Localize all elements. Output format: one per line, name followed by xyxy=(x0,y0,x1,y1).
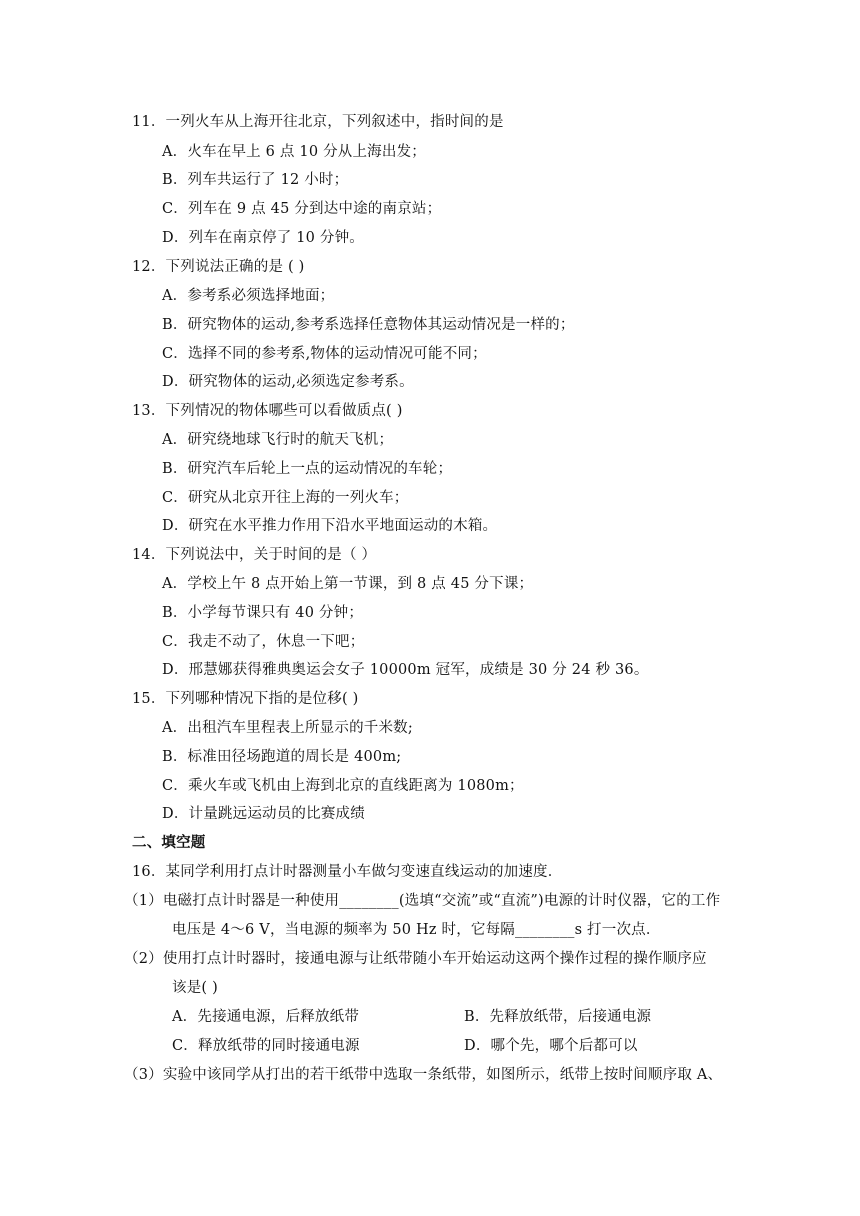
question-12-option-d: D．研究物体的运动,必须选定参考系。 xyxy=(162,374,414,390)
question-13-stem: 13．下列情况的物体哪些可以看做质点( ) xyxy=(132,403,403,419)
question-11-stem: 11．一列火车从上海开往北京，下列叙述中，指时间的是 xyxy=(132,114,504,130)
question-16-part3-line1: （3）实验中该同学从打出的若干纸带中选取一条纸带，如图所示，纸带上按时间顺序取 A、 xyxy=(124,1067,723,1083)
question-16-part1-line1: （1）电磁打点计时器是一种使用________(选填“交流”或“直流”)电源的计时仪器，它的工作 xyxy=(124,893,721,909)
question-12-option-a: A．参考系必须选择地面； xyxy=(162,288,335,304)
question-16-part2-option-a: A．先接通电源，后释放纸带 xyxy=(172,1009,360,1025)
question-14-option-b: B．小学每节课只有 40 分钟； xyxy=(162,605,364,621)
question-11-option-d: D．列车在南京停了 10 分钟。 xyxy=(162,230,364,246)
question-15-option-a: A．出租汽车里程表上所显示的千米数; xyxy=(162,720,413,736)
question-15-stem: 15．下列哪种情况下指的是位移( ) xyxy=(132,691,359,707)
question-16-part2-line1: （2）使用打点计时器时，接通电源与让纸带随小车开始运动这两个操作过程的操作顺序应 xyxy=(124,951,707,967)
section-heading: 二、填空题 xyxy=(132,834,206,851)
question-11-option-b: B．列车共运行了 12 小时； xyxy=(162,172,349,188)
question-15-option-d: D．计量跳远运动员的比赛成绩 xyxy=(162,806,365,822)
question-16-part2-option-b: B．先释放纸带，后接通电源 xyxy=(464,1009,652,1025)
question-13-option-d: D．研究在水平推力作用下沿水平地面运动的木箱。 xyxy=(162,518,498,534)
question-16-part2-option-c: C．释放纸带的同时接通电源 xyxy=(172,1038,360,1054)
question-14-option-a: A．学校上午 8 点开始上第一节课，到 8 点 45 分下课； xyxy=(162,576,534,592)
question-13-option-a: A．研究绕地球飞行时的航天飞机； xyxy=(162,432,394,448)
question-16-part1-line2: 电压是 4～6 V，当电源的频率为 50 Hz 时，它每隔________s 打一次点． xyxy=(172,922,661,938)
question-12-stem: 12．下列说法正确的是 ( ) xyxy=(132,259,305,275)
question-13-option-c: C．研究从北京开往上海的一列火车； xyxy=(162,490,409,506)
question-14-stem: 14．下列说法中，关于时间的是（ ） xyxy=(132,547,377,563)
question-16-stem: 16．某同学利用打点计时器测量小车做匀变速直线运动的加速度． xyxy=(132,864,563,880)
question-14-option-d: D．邢慧娜获得雅典奥运会女子 10000m 冠军，成绩是 30 分 24 秒 36。 xyxy=(162,662,649,678)
question-11-option-c: C．列车在 9 点 45 分到达中途的南京站； xyxy=(162,201,442,217)
question-15-option-c: C．乘火车或飞机由上海到北京的直线距离为 1080m； xyxy=(162,778,524,794)
question-12-option-c: C．选择不同的参考系,物体的运动情况可能不同； xyxy=(162,346,487,362)
question-14-option-c: C．我走不动了，休息一下吧； xyxy=(162,634,365,650)
question-13-option-b: B．研究汽车后轮上一点的运动情况的车轮； xyxy=(162,461,453,477)
question-15-option-b: B．标准田径场跑道的周长是 400m; xyxy=(162,749,402,765)
question-16-part2-line2: 该是( ) xyxy=(172,980,218,996)
question-11-option-a: A．火车在早上 6 点 10 分从上海出发； xyxy=(162,144,426,160)
question-16-part2-option-d: D．哪个先，哪个后都可以 xyxy=(464,1038,638,1054)
question-12-option-b: B．研究物体的运动,参考系选择任意物体其运动情况是一样的； xyxy=(162,317,575,333)
